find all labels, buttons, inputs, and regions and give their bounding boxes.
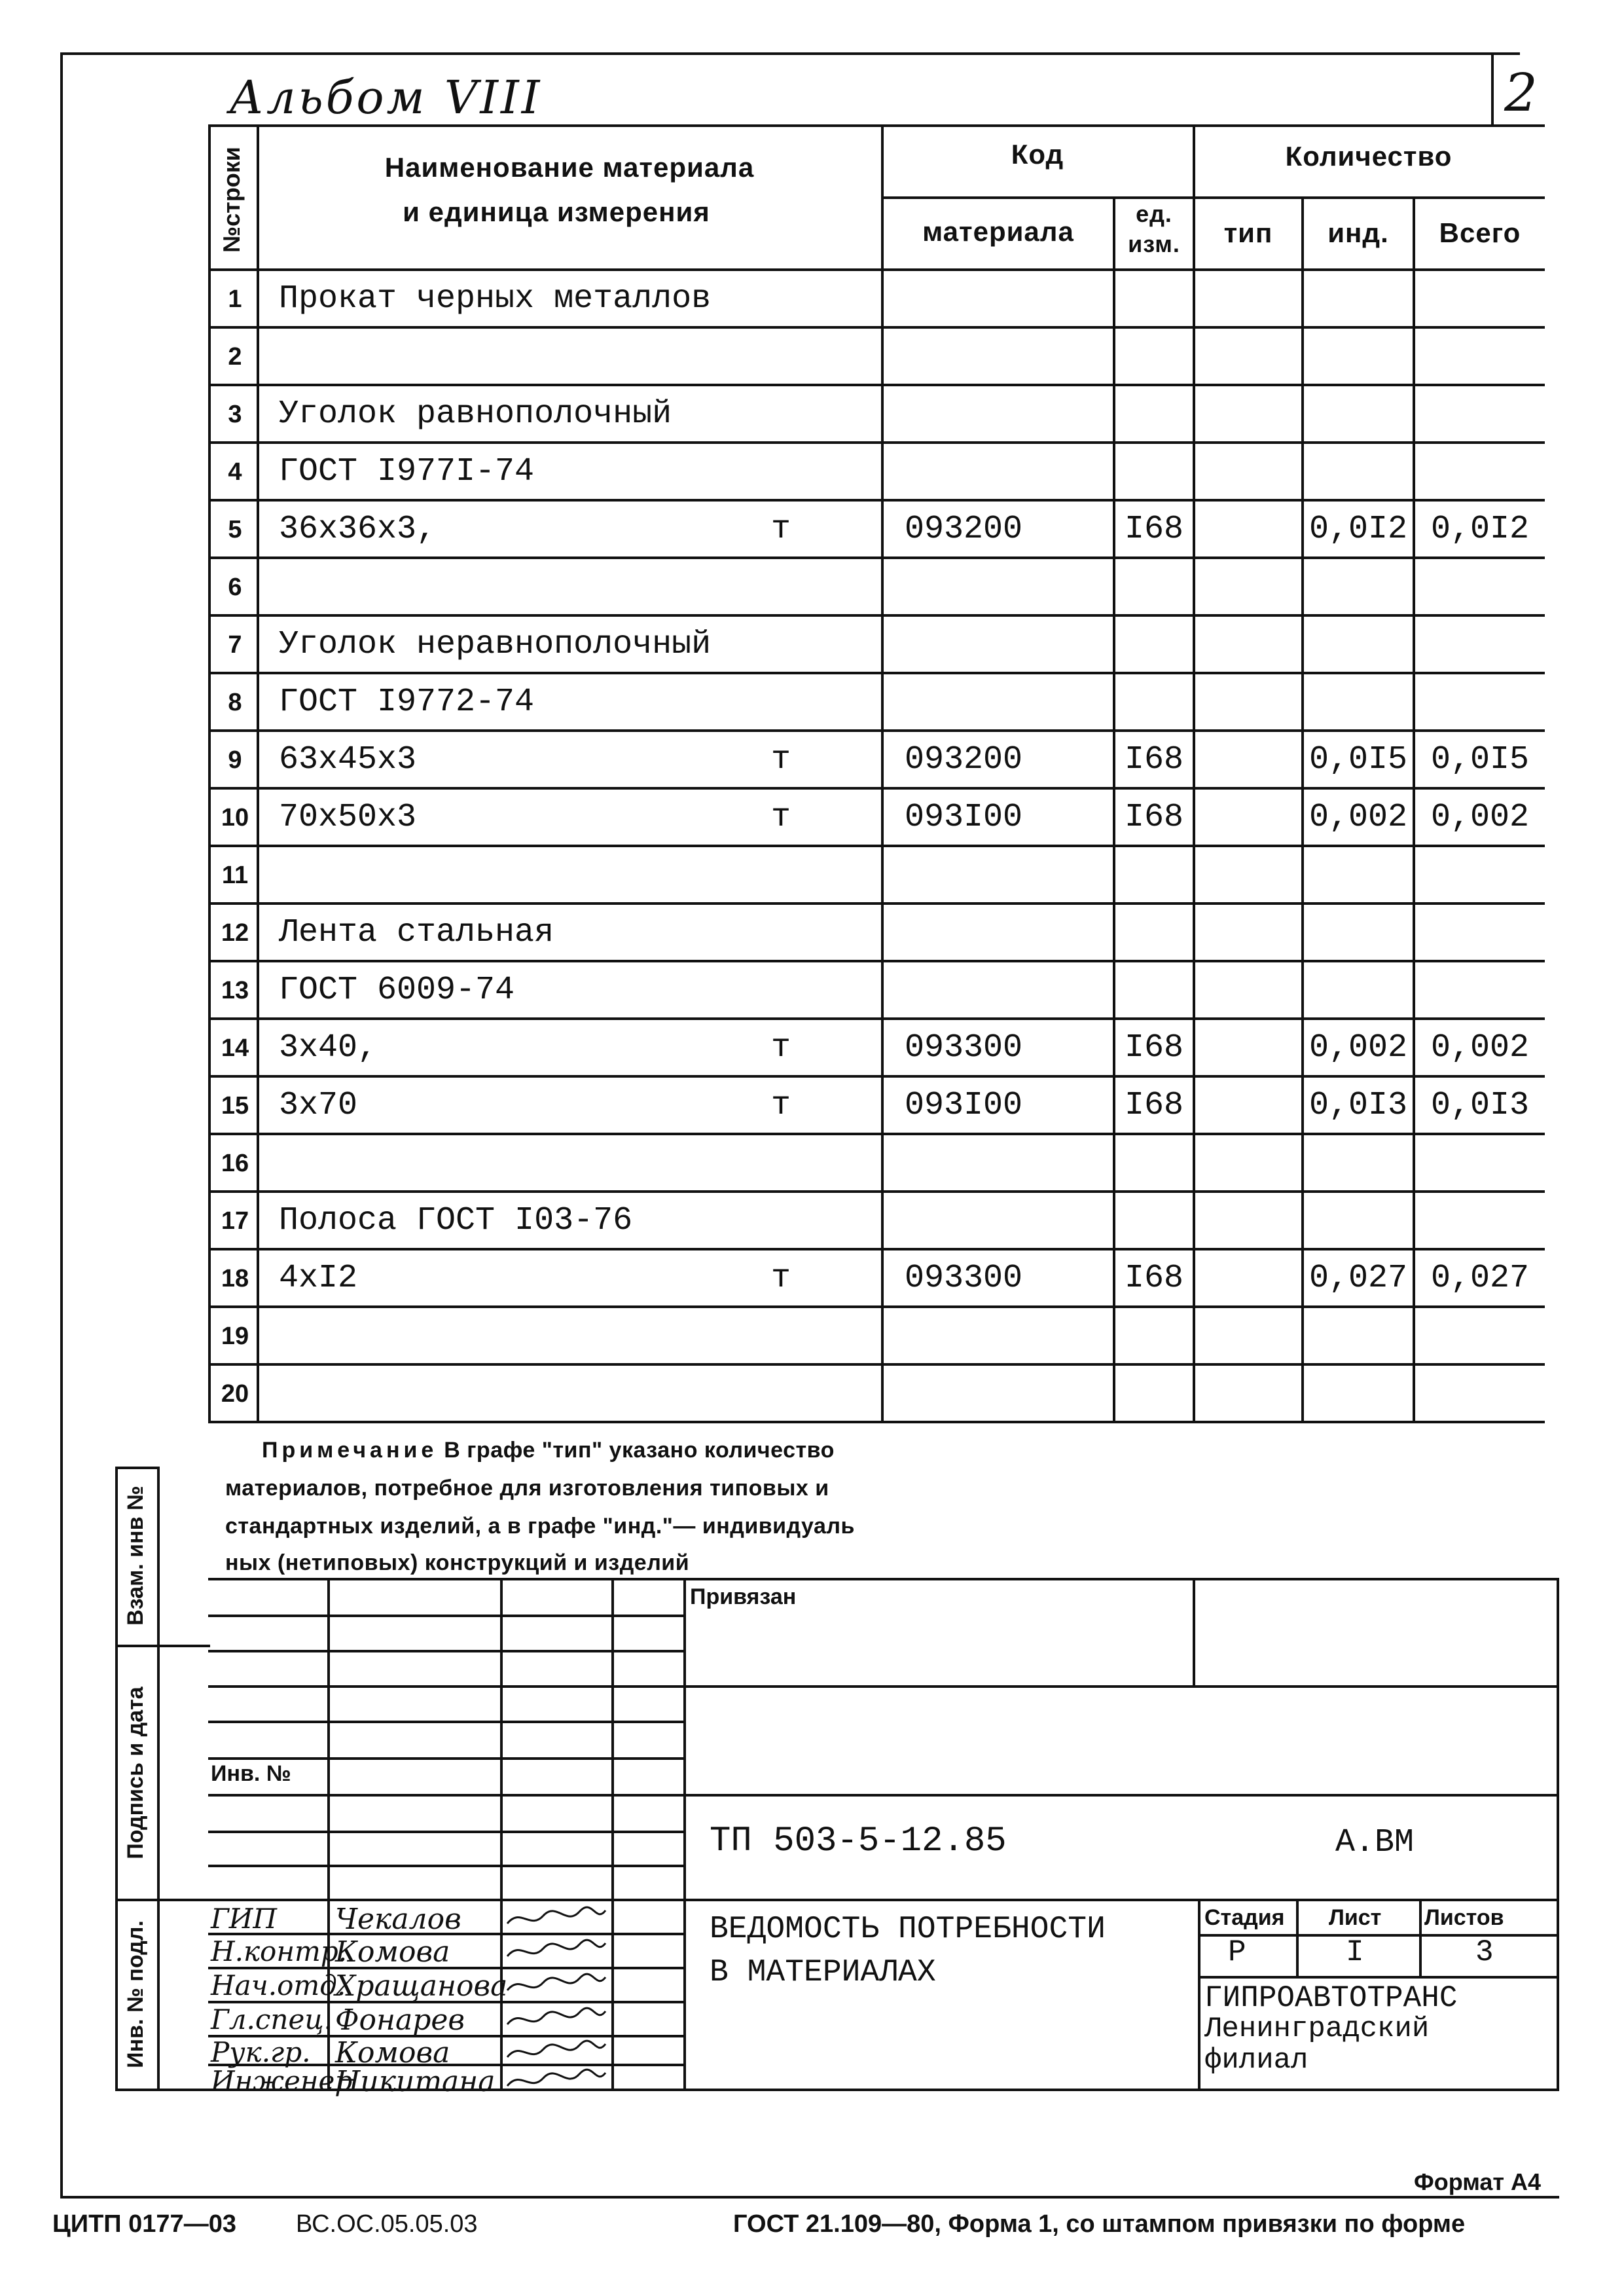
footer-standard: ГОСТ 21.109—80, Форма 1, со штампом привязки по форме	[733, 2210, 1466, 2238]
row-number: 5	[228, 516, 242, 543]
row-number: 9	[228, 746, 242, 774]
side-strip-top	[115, 1467, 157, 1469]
row-unit-code: I68	[1124, 741, 1183, 778]
signer-role: Гл.спец.	[211, 2003, 333, 2035]
row-number: 18	[221, 1265, 249, 1292]
stamp-doc-code: ТП 503-5-12.85	[710, 1821, 1007, 1861]
note-line-3: стандартных изделий, а в графе "инд."— индивидуаль	[225, 1514, 855, 1539]
header-bottom	[208, 268, 1545, 271]
row-line	[208, 614, 1545, 617]
stamp-org-line-2: Ленинградский	[1204, 2013, 1430, 2045]
row-unit: т	[771, 1087, 791, 1124]
signature-scribble	[504, 2066, 609, 2095]
row-line	[208, 1017, 1545, 1020]
stamp-h-2	[208, 1650, 683, 1652]
signer-role: Н.контр.	[211, 1935, 348, 1967]
stamp-doc-mark: А.ВМ	[1335, 1824, 1415, 1861]
stamp-col-3	[611, 1578, 614, 2089]
stamp-title-line-2: В МАТЕРИАЛАХ	[710, 1955, 936, 1990]
row-qty-total: 0,002	[1430, 799, 1530, 836]
stamp-h-9	[208, 1899, 1559, 1901]
album-label: Альбом VIII	[229, 71, 543, 124]
row-qty-ind: 0,027	[1308, 1260, 1408, 1297]
row-name: 3x70	[279, 1087, 358, 1124]
row-unit: т	[771, 799, 791, 836]
row-material-code: 093300	[905, 1029, 1023, 1067]
side-strip-inner	[157, 1467, 160, 2089]
stamp-stage-value: Р	[1228, 1935, 1246, 1969]
signer-name: Фонарев	[335, 2003, 465, 2037]
side-label-vzam: Взам. инв №	[123, 1486, 148, 1626]
header-code-unit-2: изм.	[1128, 230, 1180, 257]
signature-scribble	[504, 2037, 609, 2066]
stamp-top	[208, 1578, 1559, 1580]
row-material-code: 093I00	[905, 1087, 1023, 1124]
table-unit-divider	[1193, 124, 1195, 1421]
signature-scribble	[504, 2005, 609, 2034]
row-qty-total: 0,027	[1430, 1260, 1530, 1297]
row-line	[208, 1248, 1545, 1250]
row-name: 70x50x3	[279, 799, 417, 836]
stamp-sheet-label: Лист	[1329, 1905, 1382, 1930]
row-qty-ind: 0,0I2	[1308, 511, 1408, 548]
side-strip-sep-2	[115, 1899, 210, 1901]
note-line-1	[262, 1438, 835, 1463]
frame-sheetno-divider	[1491, 52, 1494, 124]
row-qty-ind: 0,0I3	[1308, 1087, 1408, 1124]
row-line	[208, 672, 1545, 674]
row-number: 2	[228, 343, 242, 371]
stamp-org-line-3: филиал	[1204, 2044, 1308, 2077]
header-mid-line	[881, 196, 1545, 199]
signature-scribble	[504, 1971, 609, 1999]
note-text-1: В графе "тип" указано количество	[437, 1438, 835, 1463]
header-qty-type: тип	[1223, 217, 1273, 248]
row-name: ГОСТ I9772-74	[279, 684, 535, 721]
row-number: 16	[221, 1150, 249, 1177]
row-qty-total: 0,0I2	[1430, 511, 1530, 548]
signer-role: ГИП	[211, 1903, 278, 1935]
row-line	[208, 1305, 1545, 1308]
stamp-privyazan-divider	[1193, 1578, 1195, 1685]
row-line	[208, 902, 1545, 905]
signer-name: Хращанова	[335, 1969, 508, 2003]
signer-name: Чекалов	[335, 1903, 461, 1936]
row-line	[208, 499, 1545, 502]
footer-mid-code: ВС.ОС.05.05.03	[296, 2210, 478, 2238]
stamp-sheet-divider	[1296, 1899, 1299, 1976]
signer-role: Инженер	[211, 2065, 353, 2097]
row-number: 19	[221, 1323, 249, 1350]
stamp-sheets-divider	[1419, 1899, 1422, 1976]
row-name: Лента стальная	[279, 914, 554, 951]
note-line-4: ных (нетиповых) конструкций и изделий	[225, 1550, 690, 1575]
row-line	[208, 557, 1545, 559]
stamp-inv-no: Инв. №	[211, 1761, 291, 1786]
header-code: Код	[1011, 139, 1064, 170]
row-name: ГОСТ 6009-74	[279, 972, 515, 1009]
frame-bottom	[60, 2196, 1559, 2199]
header-qty-total: Всего	[1439, 217, 1521, 248]
row-number: 11	[221, 862, 249, 889]
stamp-col-2	[500, 1578, 503, 2089]
row-qty-ind: 0,0I5	[1308, 741, 1408, 778]
stamp-stage-divider	[1198, 1899, 1200, 2089]
row-number: 6	[228, 574, 242, 601]
header-row-no: №строки	[218, 147, 245, 253]
stamp-h-4	[208, 1721, 683, 1723]
row-name: Прокат черных металлов	[279, 280, 712, 318]
row-number: 4	[228, 458, 242, 486]
table-code-divider	[1113, 196, 1115, 1421]
header-qty-ind: инд.	[1327, 217, 1389, 248]
row-number: 8	[228, 689, 242, 716]
row-number: 10	[221, 804, 249, 831]
stamp-privyazan: Привязан	[690, 1584, 797, 1609]
row-number: 14	[221, 1034, 249, 1062]
stamp-h-6	[208, 1794, 1559, 1797]
row-number: 13	[221, 977, 249, 1004]
row-unit: т	[771, 511, 791, 548]
row-name: 63x45x3	[279, 741, 417, 778]
stamp-h-5	[208, 1757, 683, 1760]
row-line	[208, 441, 1545, 444]
row-line	[208, 787, 1545, 790]
stamp-col-4	[683, 1578, 686, 2089]
header-name-line1: Наименование материала	[384, 152, 755, 183]
row-number: 20	[221, 1380, 249, 1408]
row-name: 3x40,	[279, 1029, 378, 1067]
footer-format: Формат А4	[1414, 2168, 1542, 2195]
row-unit: т	[771, 1260, 791, 1297]
side-strip-sep-1	[115, 1645, 210, 1647]
row-line	[208, 960, 1545, 962]
footer-left-code: ЦИТП 0177—03	[52, 2210, 236, 2238]
stamp-sheets-value: 3	[1475, 1935, 1494, 1969]
stamp-h-3	[208, 1685, 1559, 1688]
row-number: 1	[228, 285, 242, 313]
row-unit-code: I68	[1124, 1260, 1183, 1297]
row-line	[208, 384, 1545, 386]
stamp-title-line-1: ВЕДОМОСТЬ ПОТРЕБНОСТИ	[710, 1912, 1106, 1947]
row-number: 17	[221, 1207, 249, 1235]
stamp-h-8	[208, 1865, 683, 1867]
row-qty-ind: 0,002	[1308, 1029, 1408, 1067]
side-label-podpis: Подпись и дата	[123, 1687, 148, 1859]
row-name: Полоса ГОСТ I03-76	[279, 1202, 633, 1239]
stamp-h-16	[1198, 1976, 1557, 1979]
row-line	[208, 1133, 1545, 1135]
signer-role: Рук.гр.	[211, 2036, 311, 2068]
row-name: 4xI2	[279, 1260, 358, 1297]
row-line	[208, 1190, 1545, 1193]
row-name: Уголок равнополочный	[279, 395, 672, 433]
stamp-sheets-label: Листов	[1424, 1905, 1504, 1930]
signer-role: Нач.отд.	[211, 1969, 346, 2001]
signer-name: Никитана	[335, 2065, 496, 2098]
table-top	[208, 124, 1545, 127]
row-number: 15	[221, 1092, 249, 1120]
row-line	[208, 326, 1545, 329]
stamp-h-1	[208, 1615, 683, 1617]
row-unit-code: I68	[1124, 1087, 1183, 1124]
row-line	[208, 1075, 1545, 1078]
row-line	[208, 1363, 1545, 1366]
row-number: 12	[221, 919, 249, 947]
signer-name: Комова	[335, 2036, 450, 2070]
table-ind-divider	[1413, 196, 1415, 1421]
row-unit: т	[771, 741, 791, 778]
signature-scribble	[504, 1904, 609, 1933]
row-unit-code: I68	[1124, 799, 1183, 836]
row-line	[208, 845, 1545, 847]
stamp-right	[1557, 1578, 1559, 2089]
row-material-code: 093300	[905, 1260, 1023, 1297]
side-strip-outer	[115, 1467, 118, 2089]
sheet-number: 2	[1504, 62, 1538, 123]
row-qty-total: 0,002	[1430, 1029, 1530, 1067]
row-qty-ind: 0,002	[1308, 799, 1408, 836]
stamp-h-7	[208, 1831, 683, 1833]
note-title: Примечание	[262, 1438, 438, 1463]
row-name: ГОСТ I977I-74	[279, 453, 535, 490]
signer-name: Комова	[335, 1935, 450, 1969]
row-qty-total: 0,0I3	[1430, 1087, 1530, 1124]
table-typ-divider	[1301, 196, 1304, 1421]
header-code-unit-1: ед.	[1136, 200, 1172, 227]
row-material-code: 093I00	[905, 799, 1023, 836]
stamp-org-line-1: ГИПРОАВТОТРАНС	[1204, 1981, 1458, 2015]
row-unit: т	[771, 1029, 791, 1067]
stamp-h-15	[1198, 1934, 1557, 1937]
row-name: Уголок неравнополочный	[279, 626, 712, 663]
row-line	[208, 1421, 1545, 1423]
header-name-line2: и единица измерения	[403, 196, 710, 227]
row-unit-code: I68	[1124, 511, 1183, 548]
table-name-divider	[881, 124, 884, 1421]
row-material-code: 093200	[905, 511, 1023, 548]
stamp-stage-label: Стадия	[1204, 1905, 1285, 1930]
frame-left	[60, 52, 63, 2199]
stamp-sheet-value: I	[1346, 1935, 1364, 1969]
note-line-2: материалов, потребное для изготовления типовых и	[225, 1476, 829, 1501]
row-qty-total: 0,0I5	[1430, 741, 1530, 778]
row-line	[208, 729, 1545, 732]
row-material-code: 093200	[905, 741, 1023, 778]
row-unit-code: I68	[1124, 1029, 1183, 1067]
signature-scribble	[504, 1937, 609, 1965]
row-number: 7	[228, 631, 242, 659]
frame-top	[60, 52, 1520, 55]
row-number: 3	[228, 401, 242, 428]
row-name: 36x36x3,	[279, 511, 437, 548]
header-code-material: материала	[922, 216, 1074, 247]
side-label-inv: Инв. № подл.	[123, 1920, 148, 2068]
header-quantity: Количество	[1285, 141, 1453, 172]
